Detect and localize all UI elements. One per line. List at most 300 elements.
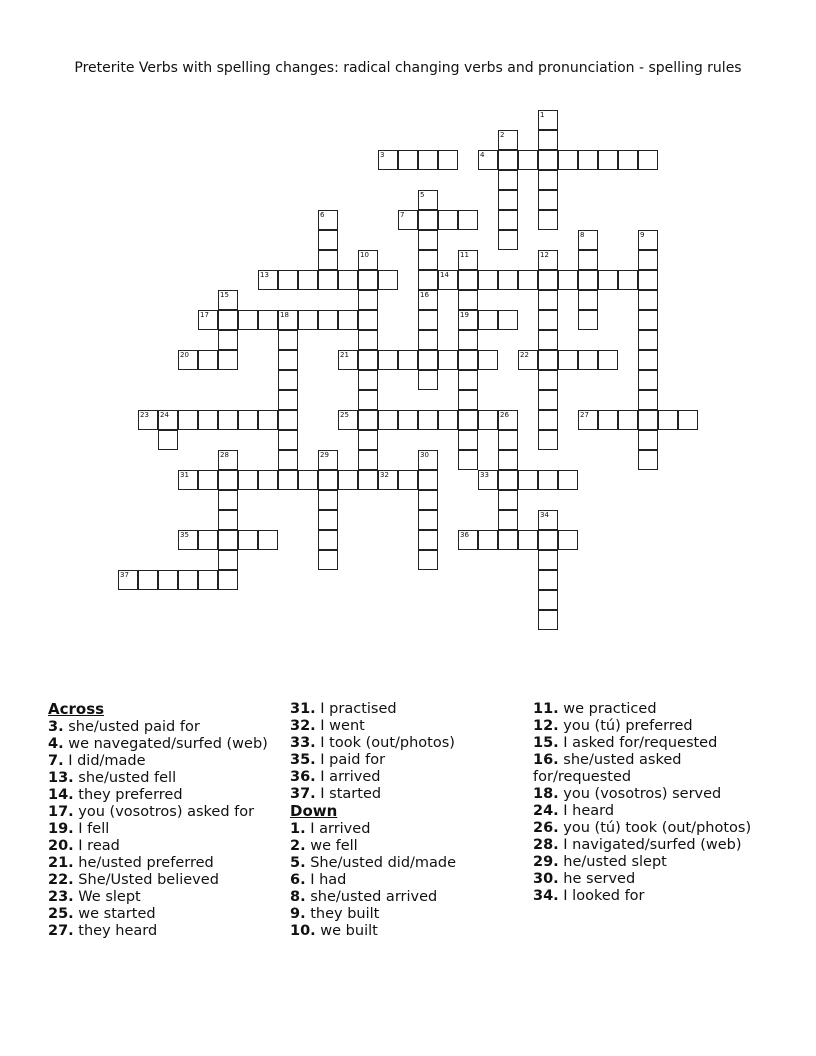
- grid-cell[interactable]: [478, 310, 498, 330]
- grid-cell[interactable]: [358, 290, 378, 310]
- grid-cell[interactable]: [158, 410, 178, 430]
- grid-cell[interactable]: [538, 310, 558, 330]
- grid-cell[interactable]: [458, 310, 478, 330]
- grid-cell[interactable]: [438, 210, 458, 230]
- grid-cell[interactable]: [498, 130, 518, 150]
- grid-cell[interactable]: [638, 250, 658, 270]
- clue-number: 7: [400, 211, 405, 219]
- grid-cell[interactable]: [418, 250, 438, 270]
- grid-cell[interactable]: [458, 270, 478, 290]
- grid-cell[interactable]: [378, 270, 398, 290]
- grid-cell[interactable]: [638, 410, 658, 430]
- grid-cell[interactable]: [378, 410, 398, 430]
- grid-cell[interactable]: [258, 530, 278, 550]
- clue-number-label: 33.: [290, 735, 316, 751]
- clue-number: 14: [440, 271, 449, 279]
- grid-cell[interactable]: [518, 150, 538, 170]
- grid-cell[interactable]: [598, 270, 618, 290]
- grid-cell[interactable]: [538, 270, 558, 290]
- grid-cell[interactable]: [498, 530, 518, 550]
- grid-cell[interactable]: [278, 270, 298, 290]
- grid-cell[interactable]: [198, 310, 218, 330]
- grid-cell[interactable]: [318, 550, 338, 570]
- clue-number: 15: [220, 291, 229, 299]
- grid-cell[interactable]: [258, 270, 278, 290]
- clue-number-label: 32.: [290, 718, 316, 734]
- grid-cell[interactable]: [418, 550, 438, 570]
- clue-number-label: 26.: [533, 819, 559, 836]
- grid-cell[interactable]: [458, 530, 478, 550]
- clue-text: I started: [320, 786, 382, 802]
- clue-number-label: 7.: [48, 752, 64, 769]
- grid-cell[interactable]: [338, 270, 358, 290]
- clue-number-label: 28.: [533, 836, 559, 853]
- grid-cell[interactable]: [358, 250, 378, 270]
- grid-cell[interactable]: [498, 310, 518, 330]
- grid-cell[interactable]: [358, 350, 378, 370]
- clue-number-label: 29.: [533, 853, 559, 870]
- clue-text: I asked for/requested: [563, 735, 718, 751]
- grid-cell[interactable]: [318, 210, 338, 230]
- grid-cell[interactable]: [638, 370, 658, 390]
- grid-cell[interactable]: [638, 270, 658, 290]
- clue-text: I navigated/surfed (web): [563, 836, 742, 853]
- grid-cell[interactable]: [438, 410, 458, 430]
- grid-cell[interactable]: [218, 530, 238, 550]
- grid-cell[interactable]: [578, 230, 598, 250]
- grid-cell[interactable]: [578, 290, 598, 310]
- grid-cell[interactable]: [298, 470, 318, 490]
- grid-cell[interactable]: [538, 550, 558, 570]
- grid-cell[interactable]: [398, 470, 418, 490]
- clue-number: 25: [340, 411, 349, 419]
- clue-number-label: 6.: [290, 871, 306, 888]
- grid-cell[interactable]: [458, 290, 478, 310]
- grid-cell[interactable]: [458, 330, 478, 350]
- clue-text: She/usted did/made: [310, 854, 457, 871]
- grid-cell[interactable]: [418, 410, 438, 430]
- grid-cell[interactable]: [298, 310, 318, 330]
- grid-cell[interactable]: [318, 470, 338, 490]
- grid-cell[interactable]: [358, 310, 378, 330]
- grid-cell[interactable]: [198, 530, 218, 550]
- clue-item: [290, 701, 530, 718]
- clue-number-label: 36.: [290, 769, 316, 785]
- grid-cell[interactable]: [638, 390, 658, 410]
- grid-cell[interactable]: [498, 170, 518, 190]
- grid-cell[interactable]: [238, 470, 258, 490]
- clue-number: 13: [260, 271, 269, 279]
- grid-cell[interactable]: [538, 170, 558, 190]
- clue-number: 26: [500, 411, 509, 419]
- grid-cell[interactable]: [538, 410, 558, 430]
- grid-cell[interactable]: [578, 410, 598, 430]
- grid-cell[interactable]: [358, 450, 378, 470]
- clue-number-label: 25.: [48, 905, 74, 922]
- clue-text: I read: [78, 837, 120, 854]
- clue-text: she/usted paid for: [68, 718, 200, 735]
- grid-cell[interactable]: [538, 590, 558, 610]
- grid-cell[interactable]: [538, 370, 558, 390]
- grid-cell[interactable]: [638, 330, 658, 350]
- clue-number-label: 19.: [48, 820, 74, 837]
- grid-cell[interactable]: [218, 290, 238, 310]
- grid-cell[interactable]: [578, 310, 598, 330]
- clue-text: I took (out/photos): [320, 735, 455, 751]
- grid-cell[interactable]: [538, 150, 558, 170]
- grid-cell[interactable]: [418, 530, 438, 550]
- grid-cell[interactable]: [538, 290, 558, 310]
- grid-cell[interactable]: [238, 410, 258, 430]
- grid-cell[interactable]: [418, 510, 438, 530]
- grid-cell[interactable]: [538, 110, 558, 130]
- clue-number: 33: [480, 471, 489, 479]
- clue-number: 19: [460, 311, 469, 319]
- clue-number: 12: [540, 251, 549, 259]
- clue-item: [48, 923, 288, 940]
- grid-cell[interactable]: [278, 430, 298, 450]
- clue-item: [533, 888, 773, 905]
- grid-cell[interactable]: [478, 410, 498, 430]
- clue-number: 24: [160, 411, 169, 419]
- grid-cell[interactable]: [558, 350, 578, 370]
- grid-cell[interactable]: [218, 490, 238, 510]
- clue-text: they heard: [78, 922, 158, 939]
- clue-number-label: 5.: [290, 854, 306, 871]
- grid-cell[interactable]: [638, 150, 658, 170]
- clue-item: [290, 855, 530, 872]
- clue-item: [290, 906, 530, 923]
- grid-cell[interactable]: [538, 470, 558, 490]
- grid-cell[interactable]: [638, 350, 658, 370]
- grid-cell[interactable]: [638, 450, 658, 470]
- clue-text: I heard: [563, 802, 615, 819]
- grid-cell[interactable]: [538, 570, 558, 590]
- grid-cell[interactable]: [218, 550, 238, 570]
- grid-cell[interactable]: [398, 210, 418, 230]
- clue-number: 16: [420, 291, 429, 299]
- grid-cell[interactable]: [378, 350, 398, 370]
- grid-cell[interactable]: [278, 450, 298, 470]
- clue-item: [290, 838, 530, 855]
- clue-text: I arrived: [320, 769, 381, 785]
- grid-cell[interactable]: [518, 350, 538, 370]
- clue-number-label: 10.: [290, 922, 316, 939]
- clue-number-label: 37.: [290, 786, 316, 802]
- clue-number: 3: [380, 151, 385, 159]
- clue-number: 37: [120, 571, 129, 579]
- grid-cell[interactable]: [358, 390, 378, 410]
- clue-item: [533, 837, 773, 854]
- clue-number: 17: [200, 311, 209, 319]
- clue-text: I did/made: [68, 752, 146, 769]
- grid-cell[interactable]: [538, 530, 558, 550]
- clue-text: we started: [78, 905, 156, 922]
- clue-item: [48, 872, 288, 889]
- grid-cell[interactable]: [438, 150, 458, 170]
- grid-cell[interactable]: [198, 570, 218, 590]
- clue-text: we practiced: [563, 701, 657, 717]
- grid-cell[interactable]: [318, 310, 338, 330]
- grid-cell[interactable]: [358, 270, 378, 290]
- grid-cell[interactable]: [418, 230, 438, 250]
- grid-cell[interactable]: [478, 350, 498, 370]
- grid-cell[interactable]: [258, 470, 278, 490]
- grid-cell[interactable]: [418, 470, 438, 490]
- grid-cell[interactable]: [218, 310, 238, 330]
- clue-number-label: 34.: [533, 887, 559, 904]
- grid-cell[interactable]: [538, 330, 558, 350]
- grid-cell[interactable]: [518, 530, 538, 550]
- grid-cell[interactable]: [538, 430, 558, 450]
- grid-cell[interactable]: [438, 350, 458, 370]
- clue-item: [48, 855, 288, 872]
- grid-cell[interactable]: [458, 370, 478, 390]
- grid-cell[interactable]: [458, 350, 478, 370]
- clues-column-1: [48, 701, 288, 940]
- grid-cell[interactable]: [218, 330, 238, 350]
- grid-cell[interactable]: [278, 410, 298, 430]
- grid-cell[interactable]: [218, 350, 238, 370]
- clue-number: 6: [320, 211, 325, 219]
- grid-cell[interactable]: [638, 310, 658, 330]
- grid-cell[interactable]: [518, 270, 538, 290]
- grid-cell[interactable]: [658, 410, 678, 430]
- grid-cell[interactable]: [178, 350, 198, 370]
- grid-cell[interactable]: [458, 450, 478, 470]
- clue-item: [533, 701, 773, 718]
- grid-cell[interactable]: [498, 230, 518, 250]
- grid-cell[interactable]: [318, 530, 338, 550]
- grid-cell[interactable]: [278, 370, 298, 390]
- grid-cell[interactable]: [418, 310, 438, 330]
- clue-text: he/usted slept: [563, 853, 667, 870]
- grid-cell[interactable]: [418, 370, 438, 390]
- grid-cell[interactable]: [198, 350, 218, 370]
- grid-cell[interactable]: [418, 290, 438, 310]
- clue-number: 35: [180, 531, 189, 539]
- grid-cell[interactable]: [178, 410, 198, 430]
- grid-cell[interactable]: [418, 190, 438, 210]
- grid-cell[interactable]: [338, 470, 358, 490]
- grid-cell[interactable]: [578, 270, 598, 290]
- grid-cell[interactable]: [558, 150, 578, 170]
- clue-text: they preferred: [78, 786, 183, 803]
- grid-cell[interactable]: [598, 150, 618, 170]
- grid-cell[interactable]: [338, 350, 358, 370]
- grid-cell[interactable]: [238, 530, 258, 550]
- grid-cell[interactable]: [618, 270, 638, 290]
- grid-cell[interactable]: [318, 510, 338, 530]
- grid-cell[interactable]: [218, 470, 238, 490]
- clue-number: 22: [520, 351, 529, 359]
- clue-item: [48, 719, 288, 736]
- grid-cell[interactable]: [338, 310, 358, 330]
- grid-cell[interactable]: [538, 190, 558, 210]
- clue-text: you (tú) preferred: [563, 718, 693, 734]
- grid-cell[interactable]: [398, 410, 418, 430]
- grid-cell[interactable]: [358, 430, 378, 450]
- grid-cell[interactable]: [578, 350, 598, 370]
- clue-number: 8: [580, 231, 585, 239]
- grid-cell[interactable]: [538, 210, 558, 230]
- grid-cell[interactable]: [478, 150, 498, 170]
- grid-cell[interactable]: [138, 570, 158, 590]
- clue-text: she/usted fell: [78, 769, 177, 786]
- grid-cell[interactable]: [498, 210, 518, 230]
- grid-cell[interactable]: [498, 470, 518, 490]
- grid-cell[interactable]: [318, 230, 338, 250]
- grid-cell[interactable]: [178, 530, 198, 550]
- grid-cell[interactable]: [538, 510, 558, 530]
- grid-cell[interactable]: [458, 430, 478, 450]
- grid-cell[interactable]: [498, 490, 518, 510]
- clue-number: 36: [460, 531, 469, 539]
- grid-cell[interactable]: [278, 390, 298, 410]
- grid-cell[interactable]: [478, 470, 498, 490]
- clue-number: 34: [540, 511, 549, 519]
- clue-number: 29: [320, 451, 329, 459]
- clue-item: [48, 838, 288, 855]
- grid-cell[interactable]: [358, 330, 378, 350]
- grid-cell[interactable]: [598, 410, 618, 430]
- grid-cell[interactable]: [578, 250, 598, 270]
- grid-cell[interactable]: [158, 430, 178, 450]
- grid-cell[interactable]: [178, 470, 198, 490]
- grid-cell[interactable]: [278, 330, 298, 350]
- grid-cell[interactable]: [418, 270, 438, 290]
- clue-number-label: 9.: [290, 905, 306, 922]
- clue-text: he served: [563, 870, 636, 887]
- grid-cell[interactable]: [378, 470, 398, 490]
- clue-number-label: 20.: [48, 837, 74, 854]
- grid-cell[interactable]: [498, 450, 518, 470]
- grid-cell[interactable]: [498, 410, 518, 430]
- grid-cell[interactable]: [438, 270, 458, 290]
- clue-item: [290, 718, 530, 735]
- clue-number-label: 23.: [48, 888, 74, 905]
- grid-cell[interactable]: [298, 270, 318, 290]
- grid-cell[interactable]: [538, 350, 558, 370]
- grid-cell[interactable]: [138, 410, 158, 430]
- grid-cell[interactable]: [418, 490, 438, 510]
- grid-cell[interactable]: [318, 450, 338, 470]
- grid-cell[interactable]: [258, 310, 278, 330]
- grid-cell[interactable]: [418, 210, 438, 230]
- grid-cell[interactable]: [598, 350, 618, 370]
- grid-cell[interactable]: [118, 570, 138, 590]
- grid-cell[interactable]: [518, 470, 538, 490]
- grid-cell[interactable]: [558, 270, 578, 290]
- grid-cell[interactable]: [318, 270, 338, 290]
- grid-cell[interactable]: [558, 470, 578, 490]
- clue-text: she/usted asked for/requested: [533, 752, 682, 785]
- grid-cell[interactable]: [378, 150, 398, 170]
- grid-cell[interactable]: [418, 450, 438, 470]
- clue-number-label: 3.: [48, 718, 64, 735]
- grid-cell[interactable]: [678, 410, 698, 430]
- grid-cell[interactable]: [498, 150, 518, 170]
- grid-cell[interactable]: [358, 370, 378, 390]
- grid-cell[interactable]: [458, 390, 478, 410]
- clue-item: [48, 889, 288, 906]
- grid-cell[interactable]: [178, 570, 198, 590]
- grid-cell[interactable]: [238, 310, 258, 330]
- clue-number-label: 35.: [290, 752, 316, 768]
- grid-cell[interactable]: [398, 350, 418, 370]
- grid-cell[interactable]: [458, 250, 478, 270]
- clue-number: 23: [140, 411, 149, 419]
- clue-text: they built: [310, 905, 380, 922]
- clue-item: [290, 872, 530, 889]
- grid-cell[interactable]: [618, 410, 638, 430]
- grid-cell[interactable]: [478, 270, 498, 290]
- grid-cell[interactable]: [198, 410, 218, 430]
- clue-item: [290, 769, 530, 786]
- grid-cell[interactable]: [458, 210, 478, 230]
- grid-cell[interactable]: [418, 330, 438, 350]
- clue-number-label: 8.: [290, 888, 306, 905]
- grid-cell[interactable]: [358, 410, 378, 430]
- grid-cell[interactable]: [198, 470, 218, 490]
- grid-cell[interactable]: [158, 570, 178, 590]
- grid-cell[interactable]: [498, 270, 518, 290]
- grid-cell[interactable]: [638, 230, 658, 250]
- grid-cell[interactable]: [498, 190, 518, 210]
- grid-cell[interactable]: [318, 250, 338, 270]
- grid-cell[interactable]: [278, 310, 298, 330]
- clue-item: [48, 787, 288, 804]
- grid-cell[interactable]: [538, 250, 558, 270]
- grid-cell[interactable]: [478, 530, 498, 550]
- clue-text: you (vosotros) served: [563, 785, 722, 802]
- grid-cell[interactable]: [218, 570, 238, 590]
- grid-cell[interactable]: [538, 390, 558, 410]
- grid-cell[interactable]: [458, 410, 478, 430]
- grid-cell[interactable]: [218, 510, 238, 530]
- grid-cell[interactable]: [338, 410, 358, 430]
- grid-cell[interactable]: [418, 150, 438, 170]
- clue-item: [290, 821, 530, 838]
- grid-cell[interactable]: [258, 410, 278, 430]
- clue-item: [48, 736, 288, 753]
- grid-cell[interactable]: [578, 150, 598, 170]
- grid-cell[interactable]: [538, 130, 558, 150]
- grid-cell[interactable]: [618, 150, 638, 170]
- grid-cell[interactable]: [538, 610, 558, 630]
- grid-cell[interactable]: [498, 430, 518, 450]
- grid-cell[interactable]: [218, 450, 238, 470]
- grid-cell[interactable]: [418, 350, 438, 370]
- clues-column-3: [533, 701, 773, 905]
- clue-number: 18: [280, 311, 289, 319]
- grid-cell[interactable]: [638, 290, 658, 310]
- clue-item: [48, 906, 288, 923]
- clue-number: 20: [180, 351, 189, 359]
- grid-cell[interactable]: [558, 530, 578, 550]
- clue-number-label: 22.: [48, 871, 74, 888]
- grid-cell[interactable]: [398, 150, 418, 170]
- clue-text: I looked for: [563, 887, 645, 904]
- grid-cell[interactable]: [218, 410, 238, 430]
- grid-cell[interactable]: [278, 470, 298, 490]
- grid-cell[interactable]: [638, 430, 658, 450]
- grid-cell[interactable]: [498, 510, 518, 530]
- grid-cell[interactable]: [318, 490, 338, 510]
- grid-cell[interactable]: [278, 350, 298, 370]
- grid-cell[interactable]: [358, 470, 378, 490]
- clue-number: 9: [640, 231, 645, 239]
